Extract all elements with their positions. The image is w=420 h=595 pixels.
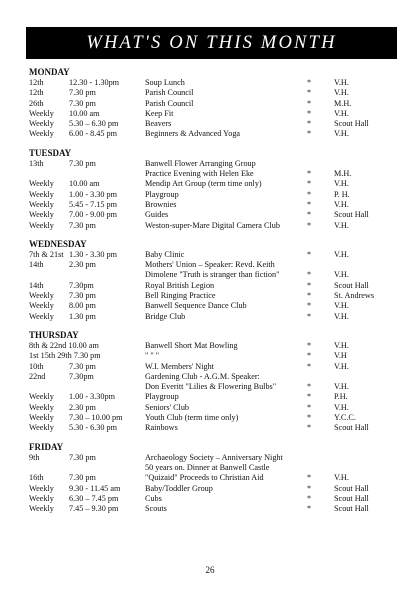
- event-venue: Scout Hall: [334, 210, 369, 220]
- event-title: Gardening Club - A.G.M. Speaker:: [145, 371, 260, 381]
- event-title: Baby Clinic: [145, 249, 185, 259]
- event-row: [29, 473, 399, 483]
- venue-marker: *: [307, 199, 312, 209]
- venue-marker: *: [307, 382, 312, 392]
- event-date: Weekly: [29, 493, 54, 503]
- event-time: 10.00 am: [69, 108, 100, 118]
- event-title: Bell Ringing Practice: [145, 291, 216, 301]
- venue-marker: *: [307, 119, 312, 129]
- venue-marker: *: [307, 189, 312, 199]
- event-title: "Quizaid" Proceeds to Christian Aid: [145, 473, 264, 483]
- venue-marker: *: [307, 413, 312, 423]
- event-row: [29, 99, 399, 109]
- event-venue: V.H.: [334, 340, 349, 350]
- event-title: Playgroup: [145, 392, 179, 402]
- venue-marker: *: [307, 270, 312, 280]
- venue-marker: *: [307, 220, 312, 230]
- venue-marker: *: [307, 493, 312, 503]
- event-title: Guides: [145, 210, 169, 220]
- event-date: Weekly: [29, 483, 54, 493]
- event-row: [29, 484, 399, 494]
- event-row: [29, 453, 399, 463]
- event-venue: P.H.: [334, 392, 348, 402]
- event-venue: V.H.: [334, 473, 349, 483]
- event-title: Don Everitt "Lilies & Flowering Bulbs": [145, 382, 277, 392]
- event-date: Weekly: [29, 504, 54, 514]
- event-row: [29, 372, 399, 382]
- event-date: 14th: [29, 260, 44, 270]
- event-date: Weekly: [29, 129, 54, 139]
- venue-marker: *: [307, 249, 312, 259]
- events-listing: [29, 67, 399, 514]
- event-row: [29, 260, 399, 270]
- event-venue: M.H.: [334, 98, 352, 108]
- day-heading-friday: FRIDAY: [29, 441, 64, 452]
- event-row: [29, 382, 399, 392]
- event-time: 2.30 pm: [69, 402, 96, 412]
- event-date: Weekly: [29, 199, 54, 209]
- event-row: [29, 221, 399, 231]
- event-title: Parish Council: [145, 98, 194, 108]
- event-date: 26th: [29, 98, 44, 108]
- event-venue: M.H.: [334, 169, 352, 179]
- event-time: 7.30 pm: [69, 88, 96, 98]
- event-date: 12th: [29, 88, 44, 98]
- event-venue: Y.C.C.: [334, 413, 356, 423]
- event-venue: Scout Hall: [334, 280, 369, 290]
- event-time: 7.45 – 9.30 pm: [69, 504, 119, 514]
- event-time: 5.45 - 7.15 pm: [69, 199, 117, 209]
- event-row: [29, 423, 399, 433]
- event-date: 7th & 21st: [29, 249, 64, 259]
- event-date: Weekly: [29, 301, 54, 311]
- event-time: 6.00 - 8.45 pm: [69, 129, 117, 139]
- event-title: Scouts: [145, 504, 167, 514]
- page-title: WHAT'S ON THIS MONTH: [26, 27, 397, 59]
- event-time: 7.30 pm: [69, 473, 96, 483]
- day-heading-monday: MONDAY: [29, 67, 70, 77]
- venue-marker: *: [307, 402, 312, 412]
- venue-marker: *: [307, 210, 312, 220]
- event-venue: V.H.: [334, 179, 349, 189]
- event-time: 10.00 am: [69, 179, 100, 189]
- event-title: Royal British Legion: [145, 280, 215, 290]
- event-venue: P. H.: [334, 189, 350, 199]
- venue-marker: *: [307, 88, 312, 98]
- event-title: Beavers: [145, 119, 172, 129]
- event-date: Weekly: [29, 311, 54, 321]
- event-title: Rainbows: [145, 423, 178, 433]
- event-venue: V.H.: [334, 199, 349, 209]
- event-venue: V.H.: [334, 270, 349, 280]
- event-date: Weekly: [29, 210, 54, 220]
- event-date: 22nd: [29, 371, 46, 381]
- event-row: [29, 109, 399, 119]
- event-venue: Scout Hall: [334, 504, 369, 514]
- event-time: 12.30 - 1.30pm: [69, 78, 120, 87]
- event-date: 12th: [29, 78, 44, 87]
- event-venue: Scout Hall: [334, 483, 369, 493]
- event-title: 50 years on. Dinner at Banwell Castle: [145, 462, 270, 472]
- event-time: 9.30 - 11.45 am: [69, 483, 121, 493]
- event-time: 1.00 - 3.30pm: [69, 392, 115, 402]
- event-title: Mendip Art Group (term time only): [145, 179, 262, 189]
- venue-marker: *: [307, 301, 312, 311]
- event-date: Weekly: [29, 189, 54, 199]
- event-time: 7.30 pm: [69, 98, 96, 108]
- event-date: 10th: [29, 361, 44, 371]
- event-row: [29, 392, 399, 402]
- event-row: [29, 341, 399, 351]
- event-time: 1.30 pm: [69, 311, 96, 321]
- event-time: 2.30 pm: [69, 260, 96, 270]
- event-title: Bridge Club: [145, 311, 186, 321]
- page-number: 26: [205, 565, 215, 575]
- event-title: Brownies: [145, 199, 177, 209]
- event-title: Banwell Short Mat Bowling: [145, 340, 238, 350]
- event-time: 7.30 pm: [69, 291, 96, 301]
- event-date: Weekly: [29, 413, 54, 423]
- event-row: [29, 179, 399, 189]
- event-date: Weekly: [29, 108, 54, 118]
- event-row: [29, 88, 399, 98]
- event-venue: Scout Hall: [334, 493, 369, 503]
- event-row: [29, 119, 399, 129]
- event-time: 8.00 pm: [69, 301, 96, 311]
- event-row: [29, 159, 399, 169]
- event-row: [29, 504, 399, 514]
- day-heading-tuesday: TUESDAY: [29, 147, 72, 158]
- venue-marker: *: [307, 129, 312, 139]
- event-venue: St. Andrews: [334, 291, 375, 301]
- venue-marker: *: [307, 392, 312, 402]
- event-time: 1.30 - 3.30 pm: [69, 249, 117, 259]
- venue-marker: *: [307, 108, 312, 118]
- event-date: Weekly: [29, 392, 54, 402]
- event-title: Archaeology Society – Anniversary Night: [145, 452, 283, 462]
- day-heading-thursday: THURSDAY: [29, 329, 79, 340]
- event-title: Banwell Flower Arranging Group: [145, 158, 256, 168]
- venue-marker: *: [307, 340, 312, 350]
- event-title: Practice Evening with Helen Eke: [145, 169, 254, 179]
- event-time: 6.30 – 7.45 pm: [69, 493, 119, 503]
- event-time: 7.30 pm: [69, 361, 96, 371]
- venue-marker: *: [307, 361, 312, 371]
- event-row: [29, 362, 399, 372]
- event-date: 8th & 22nd 10.00 am: [29, 340, 99, 350]
- event-row: [29, 403, 399, 413]
- event-row: [29, 78, 399, 88]
- event-date: Weekly: [29, 119, 54, 129]
- event-title: Weston-super-Mare Digital Camera Club: [145, 220, 280, 230]
- event-title: Soup Lunch: [145, 78, 185, 87]
- event-venue: V.H.: [334, 402, 349, 412]
- event-title: Keep Fit: [145, 108, 174, 118]
- event-title: Mothers' Union – Speaker: Revd. Keith: [145, 260, 275, 270]
- event-time: 7.30pm: [69, 280, 94, 290]
- event-date: 16th: [29, 473, 44, 483]
- event-title: Beginners & Advanced Yoga: [145, 129, 241, 139]
- event-row: [29, 463, 399, 473]
- event-time: 7.30 – 10.00 pm: [69, 413, 123, 423]
- event-row: [29, 270, 399, 280]
- event-time: 7.00 - 9.00 pm: [69, 210, 117, 220]
- event-row: [29, 129, 399, 139]
- event-venue: V.H.: [334, 220, 349, 230]
- event-time: 7.30 pm: [69, 158, 96, 168]
- event-venue: V.H.: [334, 311, 349, 321]
- event-date: 9th: [29, 452, 40, 462]
- event-title: Parish Council: [145, 88, 194, 98]
- event-venue: V.H.: [334, 108, 349, 118]
- event-date: 14th: [29, 280, 44, 290]
- event-venue: V.H.: [334, 361, 349, 371]
- venue-marker: *: [307, 473, 312, 483]
- event-title: Cubs: [145, 493, 162, 503]
- event-row: [29, 250, 399, 260]
- venue-marker: *: [307, 169, 312, 179]
- day-heading-wednesday: WEDNESDAY: [29, 238, 87, 249]
- venue-marker: *: [307, 483, 312, 493]
- event-title: Banwell Sequence Dance Club: [145, 301, 247, 311]
- event-row: [29, 312, 399, 322]
- venue-marker: *: [307, 98, 312, 108]
- venue-marker: *: [307, 311, 312, 321]
- event-row: [29, 301, 399, 311]
- event-time: 1.00 - 3.30 pm: [69, 189, 117, 199]
- event-row: [29, 351, 399, 361]
- event-row: [29, 291, 399, 301]
- event-venue: V.H: [334, 351, 347, 361]
- event-title: Dimolene "Truth is stranger than fiction": [145, 270, 280, 280]
- event-title: " " ": [145, 351, 160, 361]
- event-date: Weekly: [29, 402, 54, 412]
- venue-marker: *: [307, 504, 312, 514]
- event-venue: V.H.: [334, 88, 349, 98]
- event-date: Weekly: [29, 220, 54, 230]
- event-row: [29, 200, 399, 210]
- event-time: 7.30 pm: [69, 452, 96, 462]
- event-row: [29, 169, 399, 179]
- event-title: Baby/Toddler Group: [145, 483, 213, 493]
- event-time: 7.30pm: [69, 371, 94, 381]
- event-title: W.I. Members' Night: [145, 361, 214, 371]
- event-time: 5.30 – 6.30 pm: [69, 119, 119, 129]
- event-venue: V.H.: [334, 382, 349, 392]
- event-venue: Scout Hall: [334, 119, 369, 129]
- event-title: Seniors' Club: [145, 402, 190, 412]
- venue-marker: *: [307, 78, 312, 87]
- event-time: 7.30 pm: [69, 220, 96, 230]
- event-title: Youth Club (term time only): [145, 413, 239, 423]
- event-venue: V.H.: [334, 78, 349, 87]
- event-venue: V.H.: [334, 129, 349, 139]
- event-date: Weekly: [29, 179, 54, 189]
- venue-marker: *: [307, 291, 312, 301]
- event-time: 5.30 - 6.30 pm: [69, 423, 117, 433]
- event-date: 13th: [29, 158, 44, 168]
- event-venue: V.H.: [334, 301, 349, 311]
- venue-marker: *: [307, 423, 312, 433]
- event-row: [29, 210, 399, 220]
- venue-marker: *: [307, 280, 312, 290]
- venue-marker: *: [307, 179, 312, 189]
- event-row: [29, 281, 399, 291]
- event-venue: Scout Hall: [334, 423, 369, 433]
- venue-marker: *: [307, 351, 312, 361]
- event-venue: V.H.: [334, 249, 349, 259]
- event-date: 1st 15th 29th 7.30 pm: [29, 351, 101, 361]
- event-title: Playgroup: [145, 189, 179, 199]
- event-row: [29, 413, 399, 423]
- event-date: Weekly: [29, 291, 54, 301]
- event-row: [29, 494, 399, 504]
- event-row: [29, 190, 399, 200]
- event-date: Weekly: [29, 423, 54, 433]
